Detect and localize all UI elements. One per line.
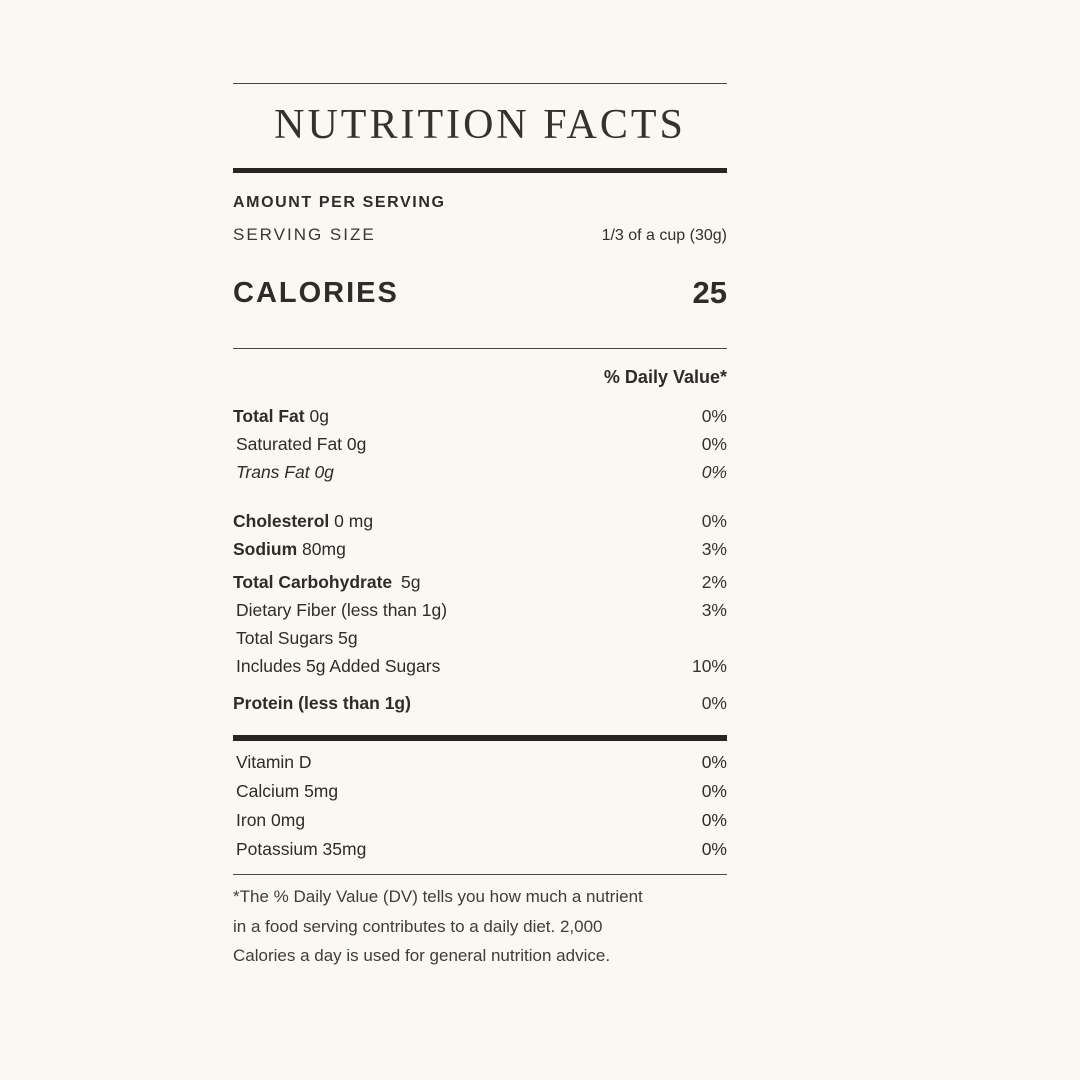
footnote-line-1: *The % Daily Value (DV) tells you how much a nutrient — [233, 887, 643, 906]
row-added-sugars-name: Includes 5g Added Sugars — [236, 656, 441, 676]
row-iron-pct: 0% — [701, 810, 727, 830]
nutrition-facts-label — [233, 83, 727, 971]
vitamin-rows — [233, 748, 727, 864]
row-saturated-fat — [233, 430, 727, 458]
row-sodium-name: Sodium 80mg — [233, 539, 346, 559]
row-calcium-name: Calcium 5mg — [236, 781, 339, 801]
header-divider-bar — [233, 168, 727, 173]
row-saturated-fat-name: Saturated Fat 0g — [236, 434, 367, 454]
row-vitamin-d-name: Vitamin D — [236, 752, 312, 772]
row-calcium — [233, 777, 727, 806]
row-trans-fat — [233, 458, 727, 486]
row-vitamin-d — [233, 748, 727, 777]
row-total-sugars-name: Total Sugars 5g — [236, 628, 358, 648]
row-saturated-fat-pct: 0% — [701, 434, 727, 454]
row-total-carbohydrate-pct: 2% — [701, 572, 727, 592]
row-dietary-fiber-name: Dietary Fiber (less than 1g) — [236, 600, 448, 620]
row-iron — [233, 806, 727, 835]
calories-divider-rule — [233, 348, 727, 349]
row-protein-pct: 0% — [701, 693, 727, 713]
row-total-fat-pct: 0% — [701, 406, 727, 426]
row-potassium — [233, 835, 727, 864]
row-added-sugars-pct: 10% — [691, 656, 727, 676]
row-calcium-pct: 0% — [701, 781, 727, 801]
row-sodium-pct: 3% — [701, 539, 727, 559]
row-potassium-pct: 0% — [701, 839, 727, 859]
calories-label: CALORIES — [233, 277, 399, 309]
row-potassium-name: Potassium 35mg — [236, 839, 367, 859]
row-dietary-fiber-pct: 3% — [701, 600, 727, 620]
protein-divider-bar — [233, 735, 727, 741]
row-total-fat-name: Total Fat 0g — [233, 406, 329, 426]
row-total-fat — [233, 402, 727, 430]
row-trans-fat-pct: 0% — [701, 462, 727, 482]
footnote-line-2: in a food serving contributes to a daily diet. 2,000 — [233, 916, 603, 936]
row-cholesterol — [233, 507, 727, 535]
amount-per-serving-heading: AMOUNT PER SERVING — [233, 194, 446, 211]
row-trans-fat-name: Trans Fat 0g — [236, 462, 334, 482]
row-vitamin-d-pct: 0% — [701, 752, 727, 772]
serving-size-value: 1/3 of a cup (30g) — [601, 227, 727, 244]
label-title: NUTRITION FACTS — [274, 102, 686, 148]
row-cholesterol-pct: 0% — [701, 511, 727, 531]
nutrient-rows — [233, 402, 727, 717]
row-added-sugars — [233, 652, 727, 680]
vitamins-divider-rule — [233, 874, 727, 875]
row-total-carbohydrate-name: Total Carbohydrate 5g — [233, 572, 421, 592]
row-protein-name: Protein (less than 1g) — [233, 693, 411, 713]
serving-size-row — [233, 225, 727, 246]
row-protein — [233, 689, 727, 717]
footnote-line-3: Calories a day is used for general nutrition advice. — [233, 946, 611, 965]
serving-size-label: SERVING SIZE — [233, 225, 376, 244]
calories-row — [233, 276, 727, 310]
daily-value-header: % Daily Value* — [603, 367, 727, 387]
row-sodium — [233, 535, 727, 563]
row-iron-name: Iron 0mg — [236, 810, 306, 830]
row-total-carbohydrate — [233, 568, 727, 596]
daily-value-footnote — [233, 882, 727, 971]
calories-value: 25 — [692, 275, 727, 310]
row-cholesterol-name: Cholesterol 0 mg — [233, 511, 374, 531]
row-dietary-fiber — [233, 596, 727, 624]
row-total-sugars — [233, 624, 727, 652]
